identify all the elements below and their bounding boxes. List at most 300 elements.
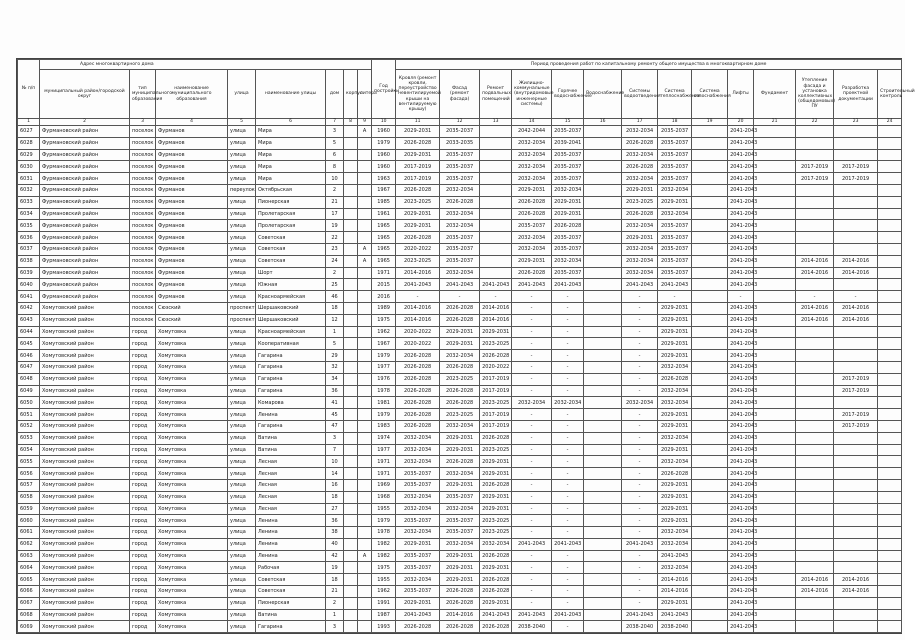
table-cell: -	[622, 338, 658, 350]
table-cell: Фурманов	[156, 279, 228, 291]
table-cell: 2032-2034	[512, 243, 552, 255]
table-cell	[878, 350, 902, 362]
table-row	[18, 550, 902, 562]
table-cell	[584, 527, 622, 539]
table-cell	[344, 538, 358, 550]
table-cell: -	[512, 326, 552, 338]
table-cell: -	[622, 562, 658, 574]
table-cell: 2032-2034	[658, 361, 692, 373]
table-cell	[754, 373, 796, 385]
table-cell: Шорт	[256, 267, 326, 279]
table-cell: 19	[326, 562, 344, 574]
table-cell	[878, 302, 902, 314]
table-cell: город	[130, 338, 156, 350]
table-cell: 38	[326, 527, 344, 539]
table-cell: 6047	[18, 361, 40, 373]
table-cell	[754, 314, 796, 326]
table-cell: 25	[326, 279, 344, 291]
table-cell: 2026-2028	[396, 621, 440, 633]
table-cell: 6041	[18, 291, 40, 303]
table-cell: -	[512, 479, 552, 491]
table-cell: 2029-2031	[622, 232, 658, 244]
table-cell	[584, 503, 622, 515]
table-cell: город	[130, 621, 156, 633]
table-cell: 6040	[18, 279, 40, 291]
table-cell: поселок	[130, 243, 156, 255]
table-cell: 1989	[372, 302, 396, 314]
table-cell: 6046	[18, 350, 40, 362]
table-cell	[834, 397, 878, 409]
table-cell	[796, 597, 834, 609]
header-col-7: дом	[326, 70, 344, 119]
table-cell	[754, 456, 796, 468]
table-cell: Лесная	[256, 479, 326, 491]
table-cell: улица	[228, 137, 256, 149]
table-row	[18, 350, 902, 362]
table-cell	[754, 562, 796, 574]
table-cell: улица	[228, 621, 256, 633]
table-cell	[834, 479, 878, 491]
header-col-6: наименование улицы	[256, 70, 326, 119]
table-cell: Фурманов	[156, 232, 228, 244]
table-cell: поселок	[130, 267, 156, 279]
table-cell: 2017-2019	[834, 420, 878, 432]
table-cell: 2023-2025	[396, 255, 440, 267]
table-cell	[584, 173, 622, 185]
table-cell: город	[130, 538, 156, 550]
table-cell: 2041-2043	[658, 279, 692, 291]
table-cell: 2032-2034	[396, 491, 440, 503]
table-cell: 1961	[372, 208, 396, 220]
table-row	[18, 161, 902, 173]
table-cell: Лесная	[256, 503, 326, 515]
table-cell: -	[622, 574, 658, 586]
table-cell: улица	[228, 609, 256, 621]
table-cell: 2032-2034	[622, 243, 658, 255]
table-row	[18, 267, 902, 279]
table-cell	[754, 468, 796, 480]
table-cell: -	[512, 420, 552, 432]
table-cell: 18	[326, 574, 344, 586]
table-cell: 2041-2043	[728, 326, 754, 338]
table-cell	[834, 196, 878, 208]
table-cell	[796, 550, 834, 562]
table-cell	[878, 385, 902, 397]
table-cell: 2014-2016	[834, 574, 878, 586]
table-cell: Хомутовский район	[40, 597, 130, 609]
table-cell	[358, 137, 372, 149]
table-cell: улица	[228, 385, 256, 397]
table-cell: город	[130, 409, 156, 421]
table-cell: 2032-2034	[512, 137, 552, 149]
table-cell	[834, 597, 878, 609]
table-cell: 6027	[18, 126, 40, 138]
table-cell: 6043	[18, 314, 40, 326]
table-cell: город	[130, 468, 156, 480]
table-cell: 2041-2043	[728, 302, 754, 314]
table-cell	[796, 232, 834, 244]
table-cell	[480, 149, 512, 161]
table-cell: Хомутовский район	[40, 468, 130, 480]
table-cell: Хомутовка	[156, 515, 228, 527]
table-row	[18, 385, 902, 397]
table-cell: 2041-2043	[728, 468, 754, 480]
table-cell: А	[358, 243, 372, 255]
table-cell: -	[552, 550, 584, 562]
table-cell: Хомутовский район	[40, 503, 130, 515]
table-cell	[878, 491, 902, 503]
table-row	[18, 527, 902, 539]
table-cell	[584, 208, 622, 220]
table-cell: 1979	[372, 515, 396, 527]
table-cell	[796, 621, 834, 633]
table-cell	[584, 479, 622, 491]
table-cell: 2032-2034	[512, 149, 552, 161]
table-cell: улица	[228, 432, 256, 444]
table-cell	[692, 621, 728, 633]
table-cell: 2029-2031	[658, 491, 692, 503]
table-cell	[358, 420, 372, 432]
table-cell	[584, 574, 622, 586]
table-cell: 6062	[18, 538, 40, 550]
table-cell: -	[512, 350, 552, 362]
table-cell: 2017-2019	[396, 173, 440, 185]
table-cell: 2032-2034	[480, 538, 512, 550]
table-cell	[584, 302, 622, 314]
table-cell	[344, 350, 358, 362]
table-cell: 2026-2028	[440, 385, 480, 397]
table-cell: город	[130, 444, 156, 456]
table-cell: Хомутовский район	[40, 562, 130, 574]
table-cell: Хомутовка	[156, 597, 228, 609]
table-cell: 2029-2031	[622, 184, 658, 196]
table-cell	[584, 456, 622, 468]
table-cell: -	[552, 586, 584, 598]
table-cell: город	[130, 373, 156, 385]
table-cell	[834, 279, 878, 291]
table-cell	[878, 314, 902, 326]
header-col-14: Жилищно-коммунальные (внутридомовые инженерные системы)	[512, 70, 552, 119]
table-cell	[344, 550, 358, 562]
table-cell: 6036	[18, 232, 40, 244]
table-cell: -	[622, 385, 658, 397]
table-cell: 2029-2031	[440, 444, 480, 456]
table-cell: 18	[326, 302, 344, 314]
table-cell: 1987	[372, 609, 396, 621]
table-cell: А	[358, 255, 372, 267]
table-cell	[878, 184, 902, 196]
table-cell: 6050	[18, 397, 40, 409]
table-cell: -	[512, 409, 552, 421]
table-cell: 32	[326, 361, 344, 373]
table-cell	[692, 173, 728, 185]
table-cell: Хомутовский район	[40, 479, 130, 491]
table-cell	[344, 279, 358, 291]
table-cell: 2041-2043	[728, 279, 754, 291]
table-cell	[358, 444, 372, 456]
table-cell	[796, 444, 834, 456]
table-cell: Ватина	[256, 609, 326, 621]
table-cell: 2020-2022	[396, 243, 440, 255]
table-cell	[796, 515, 834, 527]
table-cell: -	[512, 562, 552, 574]
table-cell: улица	[228, 350, 256, 362]
table-cell: 6035	[18, 220, 40, 232]
table-cell: 2032-2034	[440, 350, 480, 362]
table-cell: 6028	[18, 137, 40, 149]
table-cell	[754, 255, 796, 267]
table-cell: Фурмановский район	[40, 149, 130, 161]
table-cell	[692, 491, 728, 503]
header-col-number: 12	[440, 119, 480, 126]
table-cell	[692, 243, 728, 255]
table-cell: 2041-2043	[728, 621, 754, 633]
header-col-5: улица	[228, 70, 256, 119]
table-row	[18, 232, 902, 244]
table-cell	[878, 432, 902, 444]
table-cell	[834, 538, 878, 550]
table-cell: 1955	[372, 574, 396, 586]
table-cell: Гагарина	[256, 350, 326, 362]
table-cell: Хомутовский район	[40, 456, 130, 468]
table-cell	[358, 361, 372, 373]
table-cell: Хомутовка	[156, 361, 228, 373]
table-cell	[834, 503, 878, 515]
table-row	[18, 432, 902, 444]
table-cell	[878, 409, 902, 421]
table-cell	[358, 432, 372, 444]
table-cell	[480, 184, 512, 196]
table-cell	[878, 574, 902, 586]
table-cell	[878, 420, 902, 432]
capital-repair-table-sheet	[16, 58, 915, 634]
table-cell: 2026-2028	[512, 196, 552, 208]
table-cell: 1960	[372, 126, 396, 138]
table-cell: -	[622, 491, 658, 503]
table-cell: 2032-2034	[512, 397, 552, 409]
header-col-24: Строительный контроль	[878, 70, 902, 119]
table-cell: -	[622, 503, 658, 515]
table-cell	[834, 208, 878, 220]
table-cell: 2035-2037	[658, 232, 692, 244]
table-cell	[584, 161, 622, 173]
table-cell	[344, 503, 358, 515]
header-col-number: 14	[512, 119, 552, 126]
table-cell	[754, 338, 796, 350]
table-row	[18, 279, 902, 291]
table-cell	[754, 503, 796, 515]
table-cell: Хомутовский район	[40, 527, 130, 539]
header-col-16: Водоснабжение	[584, 70, 622, 119]
table-cell: 2029-2031	[396, 597, 440, 609]
table-cell: -	[552, 456, 584, 468]
table-cell: Ленина	[256, 409, 326, 421]
table-cell	[878, 597, 902, 609]
table-cell: 2041-2043	[728, 479, 754, 491]
table-cell: 6044	[18, 326, 40, 338]
table-cell	[358, 279, 372, 291]
table-cell: улица	[228, 479, 256, 491]
table-cell: 7	[326, 444, 344, 456]
table-cell	[796, 350, 834, 362]
table-cell	[344, 597, 358, 609]
table-cell: 1965	[372, 220, 396, 232]
table-cell: 2035-2037	[396, 562, 440, 574]
table-cell	[796, 373, 834, 385]
table-cell: улица	[228, 491, 256, 503]
table-cell: Гагарина	[256, 361, 326, 373]
table-cell: -	[552, 621, 584, 633]
table-cell	[692, 420, 728, 432]
table-cell: -	[512, 338, 552, 350]
table-cell: 2041-2043	[728, 503, 754, 515]
table-cell	[834, 338, 878, 350]
table-cell: 2029-2031	[396, 126, 440, 138]
table-cell: 1981	[372, 397, 396, 409]
table-cell	[878, 621, 902, 633]
table-cell: 2032-2034	[552, 397, 584, 409]
table-cell	[344, 173, 358, 185]
table-cell: Советская	[256, 574, 326, 586]
table-row	[18, 444, 902, 456]
table-cell: 2041-2043	[728, 220, 754, 232]
table-cell	[754, 173, 796, 185]
table-cell: 8	[326, 161, 344, 173]
table-cell	[878, 161, 902, 173]
table-cell: Хомутовка	[156, 444, 228, 456]
table-cell: 2014-2016	[834, 267, 878, 279]
table-cell: -	[512, 586, 552, 598]
table-cell	[754, 409, 796, 421]
table-cell	[358, 161, 372, 173]
table-cell	[754, 538, 796, 550]
table-cell: 2029-2031	[658, 338, 692, 350]
table-cell: 2029-2031	[658, 444, 692, 456]
table-cell: 2032-2034	[396, 527, 440, 539]
table-cell	[796, 609, 834, 621]
table-cell: 22	[326, 232, 344, 244]
table-cell: 2041-2043	[728, 314, 754, 326]
table-cell: -	[552, 574, 584, 586]
table-cell: 2017-2019	[396, 161, 440, 173]
table-cell: Ленина	[256, 538, 326, 550]
table-cell: 2029-2031	[480, 326, 512, 338]
table-cell: 12	[326, 314, 344, 326]
table-cell: 2014-2016	[396, 267, 440, 279]
table-cell	[692, 432, 728, 444]
table-cell: поселок	[130, 161, 156, 173]
table-cell: 2032-2034	[440, 208, 480, 220]
table-cell: Пролетарская	[256, 208, 326, 220]
table-cell: 2023-2025	[480, 444, 512, 456]
table-cell	[692, 373, 728, 385]
table-cell: Хомутовский район	[40, 314, 130, 326]
table-cell: улица	[228, 503, 256, 515]
table-cell	[878, 255, 902, 267]
table-cell: город	[130, 456, 156, 468]
table-cell: 3	[326, 432, 344, 444]
table-cell: 2029-2031	[658, 350, 692, 362]
table-cell	[754, 279, 796, 291]
table-cell	[796, 361, 834, 373]
table-cell: 1985	[372, 196, 396, 208]
table-cell: 2032-2034	[440, 468, 480, 480]
table-cell: 2023-2025	[440, 373, 480, 385]
table-cell: 2035-2037	[658, 173, 692, 185]
table-cell: 2035-2037	[552, 126, 584, 138]
table-cell: 6049	[18, 385, 40, 397]
table-cell	[480, 220, 512, 232]
table-cell	[344, 220, 358, 232]
table-cell	[344, 586, 358, 598]
table-cell: 2041-2043	[512, 279, 552, 291]
header-col-number: 9	[358, 119, 372, 126]
table-cell: 2020-2022	[396, 338, 440, 350]
header-col-number: 13	[480, 119, 512, 126]
table-cell: 2041-2043	[728, 149, 754, 161]
table-cell: 6039	[18, 267, 40, 279]
table-cell: 2029-2031	[658, 420, 692, 432]
table-cell: Хомутовка	[156, 468, 228, 480]
table-cell: 2032-2034	[622, 173, 658, 185]
table-cell	[878, 538, 902, 550]
table-cell: 6030	[18, 161, 40, 173]
table-cell: улица	[228, 586, 256, 598]
table-cell: 6029	[18, 149, 40, 161]
table-cell	[344, 149, 358, 161]
table-cell: 2032-2034	[658, 432, 692, 444]
table-row	[18, 515, 902, 527]
table-cell	[480, 243, 512, 255]
table-cell: 2017-2019	[796, 161, 834, 173]
table-cell: 1993	[372, 621, 396, 633]
table-cell	[878, 373, 902, 385]
table-cell: -	[512, 574, 552, 586]
table-cell	[584, 586, 622, 598]
table-cell: -	[552, 491, 584, 503]
table-cell: 1971	[372, 267, 396, 279]
table-cell: Хомутовский район	[40, 586, 130, 598]
table-cell: -	[440, 291, 480, 303]
table-cell: Хомутовка	[156, 586, 228, 598]
table-cell: Красноармейская	[256, 291, 326, 303]
header-col-number: 16	[584, 119, 622, 126]
table-cell: улица	[228, 243, 256, 255]
table-cell: Хомутовка	[156, 338, 228, 350]
table-cell: 2032-2034	[622, 255, 658, 267]
table-cell: 2032-2034	[552, 255, 584, 267]
table-cell: 2017-2019	[480, 420, 512, 432]
table-cell: 2041-2043	[396, 609, 440, 621]
table-cell: -	[622, 550, 658, 562]
table-cell: 2014-2016	[834, 314, 878, 326]
table-cell: -	[480, 291, 512, 303]
table-cell: Фурмановский район	[40, 220, 130, 232]
header-col-17: Системы водоотведения	[622, 70, 658, 119]
table-cell	[344, 267, 358, 279]
table-cell: 2041-2043	[552, 279, 584, 291]
table-cell: 2026-2028	[440, 302, 480, 314]
table-cell: 2023-2025	[480, 515, 512, 527]
table-row	[18, 491, 902, 503]
table-cell: 1968	[372, 491, 396, 503]
table-cell	[358, 208, 372, 220]
table-cell	[834, 137, 878, 149]
table-cell: Фурманов	[156, 208, 228, 220]
table-cell: улица	[228, 444, 256, 456]
header-col-10: Год постройки	[372, 60, 396, 119]
table-cell: 2017-2019	[834, 409, 878, 421]
